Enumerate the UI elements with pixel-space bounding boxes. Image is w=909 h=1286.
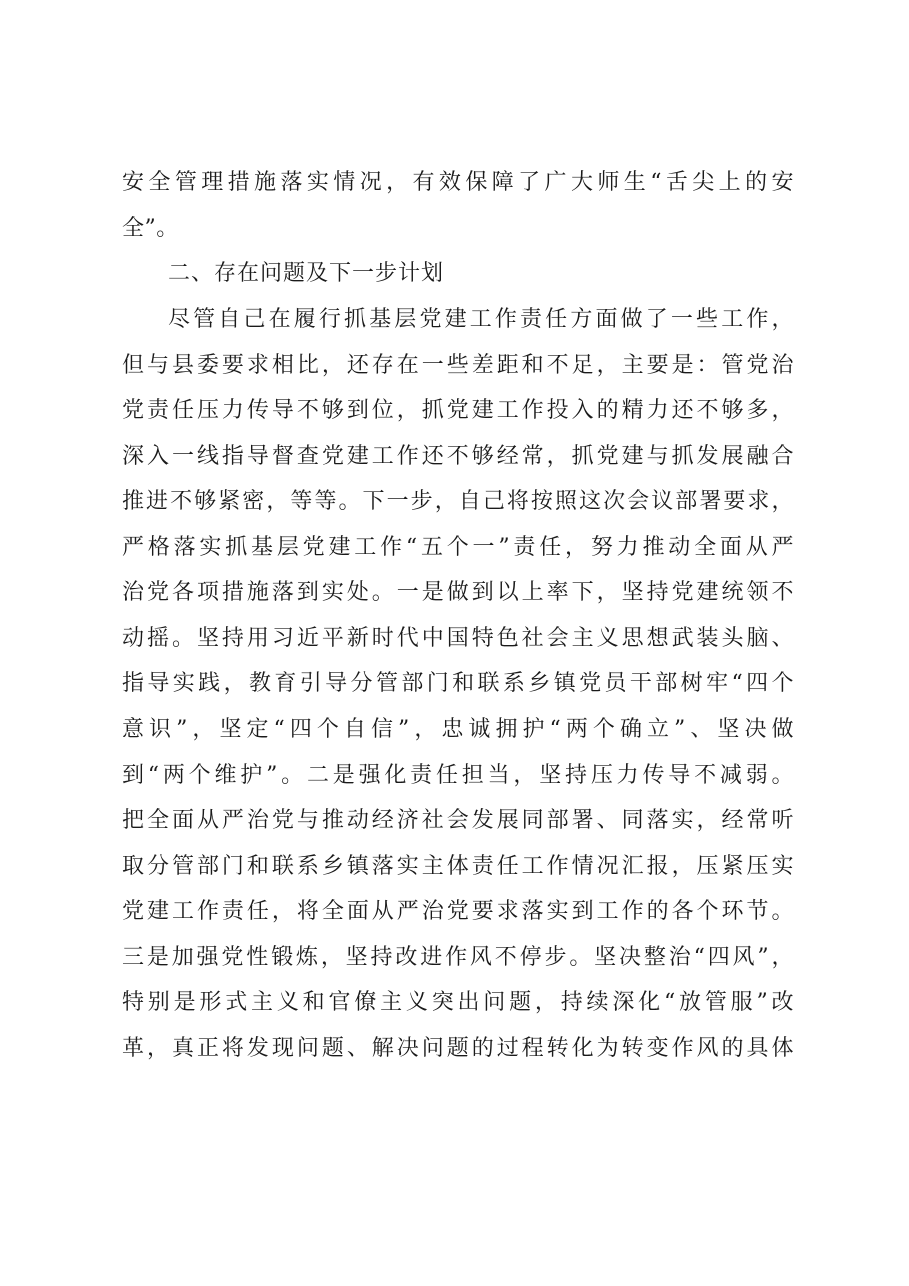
para1-line-2: 全”。 bbox=[122, 215, 179, 241]
para2-line-13: 取分管部门和联系乡镇落实主体责任工作情况汇报，压紧压实 bbox=[122, 853, 794, 879]
para2-line-4: 深入一线指导督查党建工作还不够经常，抓党建与抓发展融合 bbox=[122, 443, 794, 469]
para2-line-5: 推进不够紧密，等等。下一步，自己将按照这次会议部署要求， bbox=[122, 489, 794, 515]
para2-line-3: 党责任压力传导不够到位，抓党建工作投入的精力还不够多， bbox=[122, 398, 794, 424]
para2-line-2: 但与县委要求相比，还存在一些差距和不足，主要是：管党治 bbox=[122, 352, 794, 378]
para2-line-10: 意识”，坚定“四个自信”，忠诚拥护“两个确立”、坚决做 bbox=[122, 717, 794, 743]
para2-line-14: 党建工作责任，将全面从严治党要求落实到工作的各个环节。 bbox=[122, 899, 794, 925]
para2-line-16: 特别是形式主义和官僚主义突出问题，持续深化“放管服”改 bbox=[122, 990, 794, 1016]
para2-line-7: 治党各项措施落到实处。一是做到以上率下，坚持党建统领不 bbox=[122, 580, 794, 606]
document-body bbox=[122, 160, 794, 1071]
para2-line-9: 指导实践，教育引导分管部门和联系乡镇党员干部树牢“四个 bbox=[122, 671, 794, 697]
para2-line-17: 革，真正将发现问题、解决问题的过程转化为转变作风的具体 bbox=[122, 1035, 794, 1061]
para2-line-11: 到“两个维护”。二是强化责任担当，坚持压力传导不减弱。 bbox=[122, 762, 794, 788]
para2-line-12: 把全面从严治党与推动经济社会发展同部署、同落实，经常听 bbox=[122, 808, 794, 834]
para2-line-6: 严格落实抓基层党建工作“五个一”责任，努力推动全面从严 bbox=[122, 534, 794, 560]
para2-line-1: 尽管自己在履行抓基层党建工作责任方面做了一些工作， bbox=[168, 307, 794, 333]
section-heading: 二、存在问题及下一步计划 bbox=[168, 261, 445, 287]
para2-line-8: 动摇。坚持用习近平新时代中国特色社会主义思想武装头脑、 bbox=[122, 625, 794, 651]
para1-line-1: 安全管理措施落实情况，有效保障了广大师生“舌尖上的安 bbox=[122, 170, 794, 195]
para2-line-15: 三是加强党性锻炼，坚持改进作风不停步。坚决整治“四风”， bbox=[122, 944, 794, 970]
